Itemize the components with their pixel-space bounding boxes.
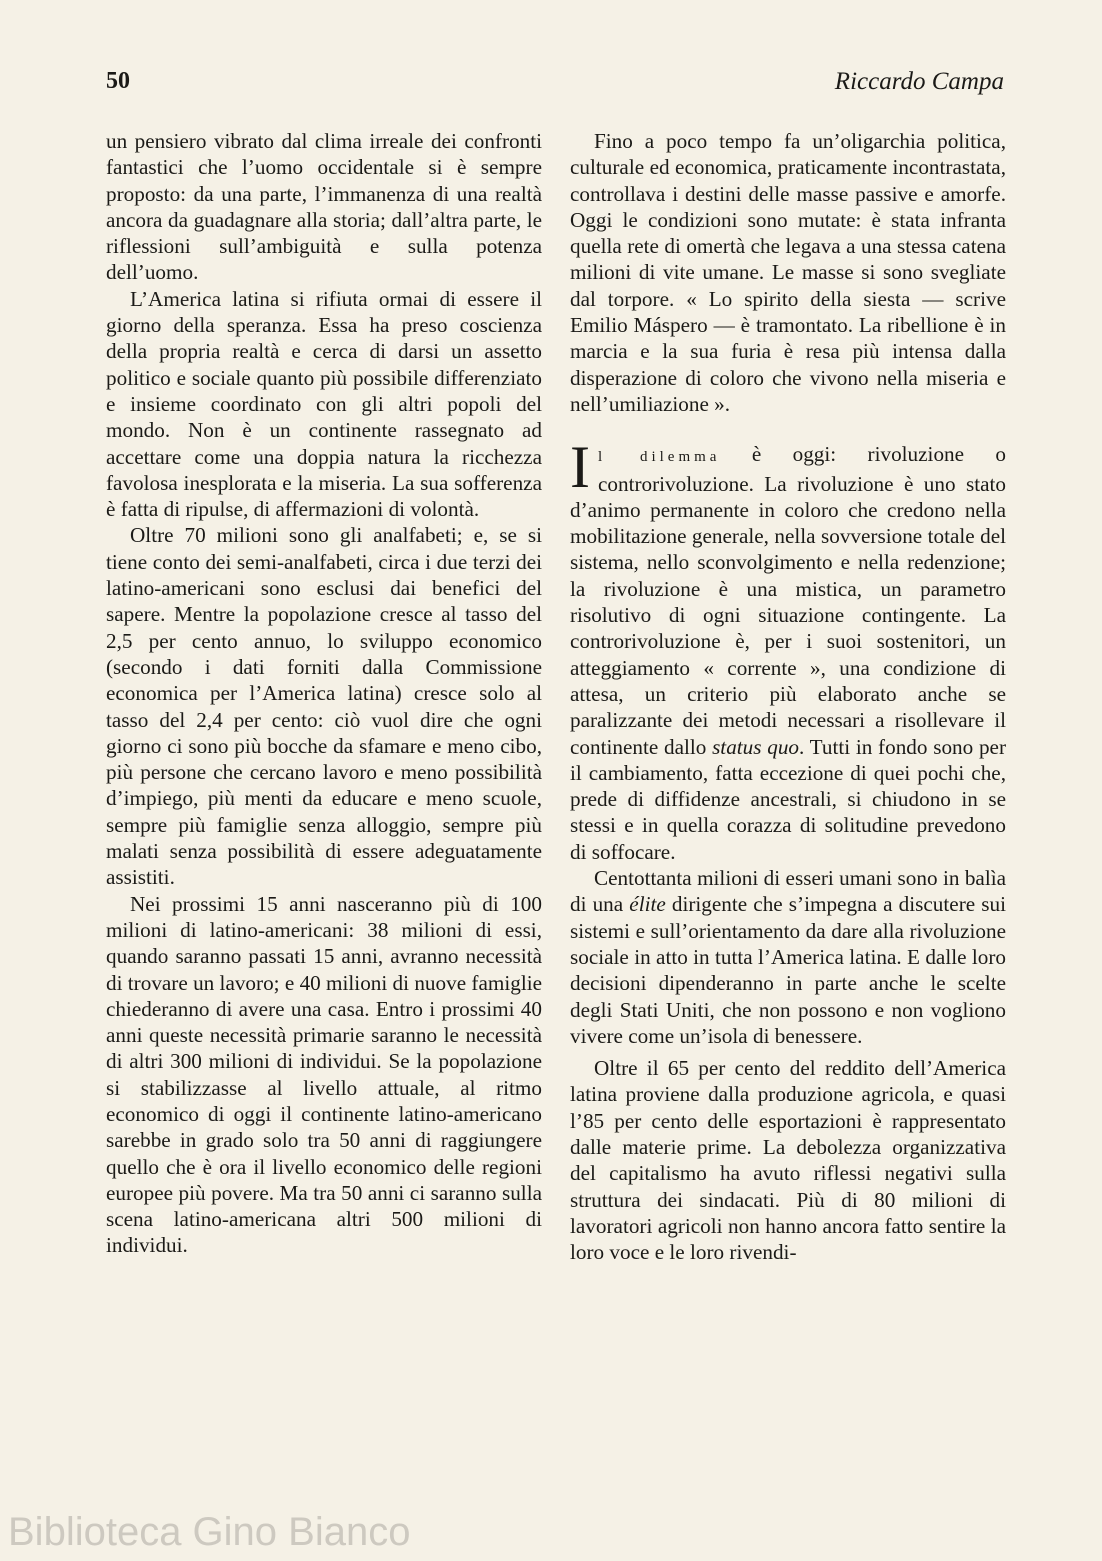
paragraph: Nei prossimi 15 anni nasceranno più di 100 milioni di latino-americani: 38 milioni di essi, quando saranno passati 15 anni, avranno necessità di trovare un lavoro; e 40 milioni di nuove famiglie chiederanno di avere una casa. Entro i prossimi 40 anni queste necessità primarie saranno le necessità di altri 300 milioni di individui. Se la popolazione si stabilizzasse al livello attuale, al ritmo economico di oggi il continente latino-americano sarebbe in grado solo tra 50 anni di raggiungere quello che è ora il livello economico delle regioni europee più povere. Ma tra 50 anni ci saranno sulla scena latino-americana altri 500 milioni di individui. — [106, 891, 543, 1258]
running-head-author: Riccardo Campa — [834, 68, 1004, 95]
page-number: 50 — [106, 68, 130, 94]
italic-term: status quo — [712, 734, 800, 759]
page-header — [106, 68, 1004, 104]
section-opening-paragraph — [570, 434, 1007, 865]
paragraph: L’America latina si rifiuta ormai di essere il giorno della speranza. Essa ha preso coscienza della propria realtà e cerca di darsi un assetto politico e sociale quanto più possibile differenziato e insieme coordinato con gli altri popoli del mondo. Non è un continente rassegnato ad accettare come una doppia natura la ricchezza favolosa inesplorata e la miseria. La sua sofferenza è fatta di ripulse, di affermazioni di volontà. — [106, 286, 542, 522]
paragraph: un pensiero vibrato dal clima irreale dei confronti fantastici che l’uomo occidentale si è sempre proposto: da una parte, l’immanenza di una realtà ancora da guadagnare alla storia; dall’altra parte, le riflessioni sull’ambiguità e sulla potenza dell’uomo. — [106, 129, 542, 285]
paragraph: Oltre il 65 per cento del reddito dell’America latina proviene dalla produzione agricola, e quasi l’85 per cento delle esportazioni è rappresentato dalle materie prime. La debolezza organizzativa del capitalismo ha avuto riflessi negativi sulla struttura dei sindacati. Più di 80 milioni di lavoratori agricoli non hanno ancora fatto sentire la loro voce e le loro rivendi- — [570, 1056, 1006, 1265]
text-run: dirigente che s’impegna a discutere sui sistemi e sull’orientamento da dare alla rivoluzione sociale in atto in tutta l’America latina. E dalle loro decisioni dipenderanno in parte anche le scelte degli Stati Uniti, che non possono e non vogliono vivere come un’isola di benessere. — [570, 892, 1006, 1048]
italic-term: élite — [629, 892, 666, 917]
paragraph — [570, 865, 1006, 1049]
text-run: Centottanta milioni di esseri umani sono in balìa di una — [570, 866, 1006, 917]
text-run: è oggi: rivoluzione o controrivoluzione. La rivoluzione è uno stato d’animo permanente in coloro che credono nella mobilitazione generale, nella sovversione totale del sistema, nello sconvolgimento e nella redenzione; la rivoluzione è una mistica, un parametro risolutivo di ogni situazione contingente. La controrivoluzione è, per i suoi sostenitori, un atteggiamento « corrente », una condizione di attesa, un criterio più elaborato anche se paralizzante dei metodi necessari a risollevare il continente dallo — [570, 442, 1007, 759]
small-caps-lead: l dilemma — [597, 449, 721, 466]
paragraph: Oltre 70 milioni sono gli analfabeti; e, se si tiene conto dei semi-analfabeti, circa i due terzi dei latino-americani sono esclusi dai benefici del sapere. Mentre la popolazione cresce al tasso del 2,5 per cento annuo, lo sviluppo economico (secondo i dati forniti dalla Commissione economica per l’America latina) cresce solo al tasso del 2,4 per cento: ciò vuol dire che ogni giorno ci sono più bocche da sfamare e meno cibo, più persone che cercano lavoro e meno possibilità d’impiego, più menti da educare e meno scuole, sempre più famiglie senza alloggio, sempre più malati senza possibilità di essere adeguatamente assistiti. — [106, 523, 542, 890]
text-run: . Tutti in fondo sono per il cambiamento, fatta eccezione di quei pochi che, prede di diffidenze ancestrali, si chiudono in se stessi e in quella corazza di solitudine prevedono di soffocare. — [570, 734, 1006, 864]
drop-cap: I — [570, 434, 590, 501]
left-column — [106, 128, 542, 1259]
right-column — [570, 128, 1006, 1265]
paragraph: Fino a poco tempo fa un’oligarchia politica, culturale ed economica, praticamente incontrastata, controllava i destini delle masse passive e amorfe. Oggi le condizioni sono mutate: è stata infranta quella rete di omertà che legava a una stessa catena milioni di vite umane. Le masse si sono svegliate dal torpore. « Lo spirito della siesta — scrive Emilio Máspero — è tramontato. La ribellione è in marcia e la sua furia è resa più intensa dalla disperazione di coloro che vivono nella miseria e nell’umiliazione ». — [570, 129, 1006, 416]
library-watermark: Biblioteca Gino Bianco — [8, 1510, 411, 1554]
